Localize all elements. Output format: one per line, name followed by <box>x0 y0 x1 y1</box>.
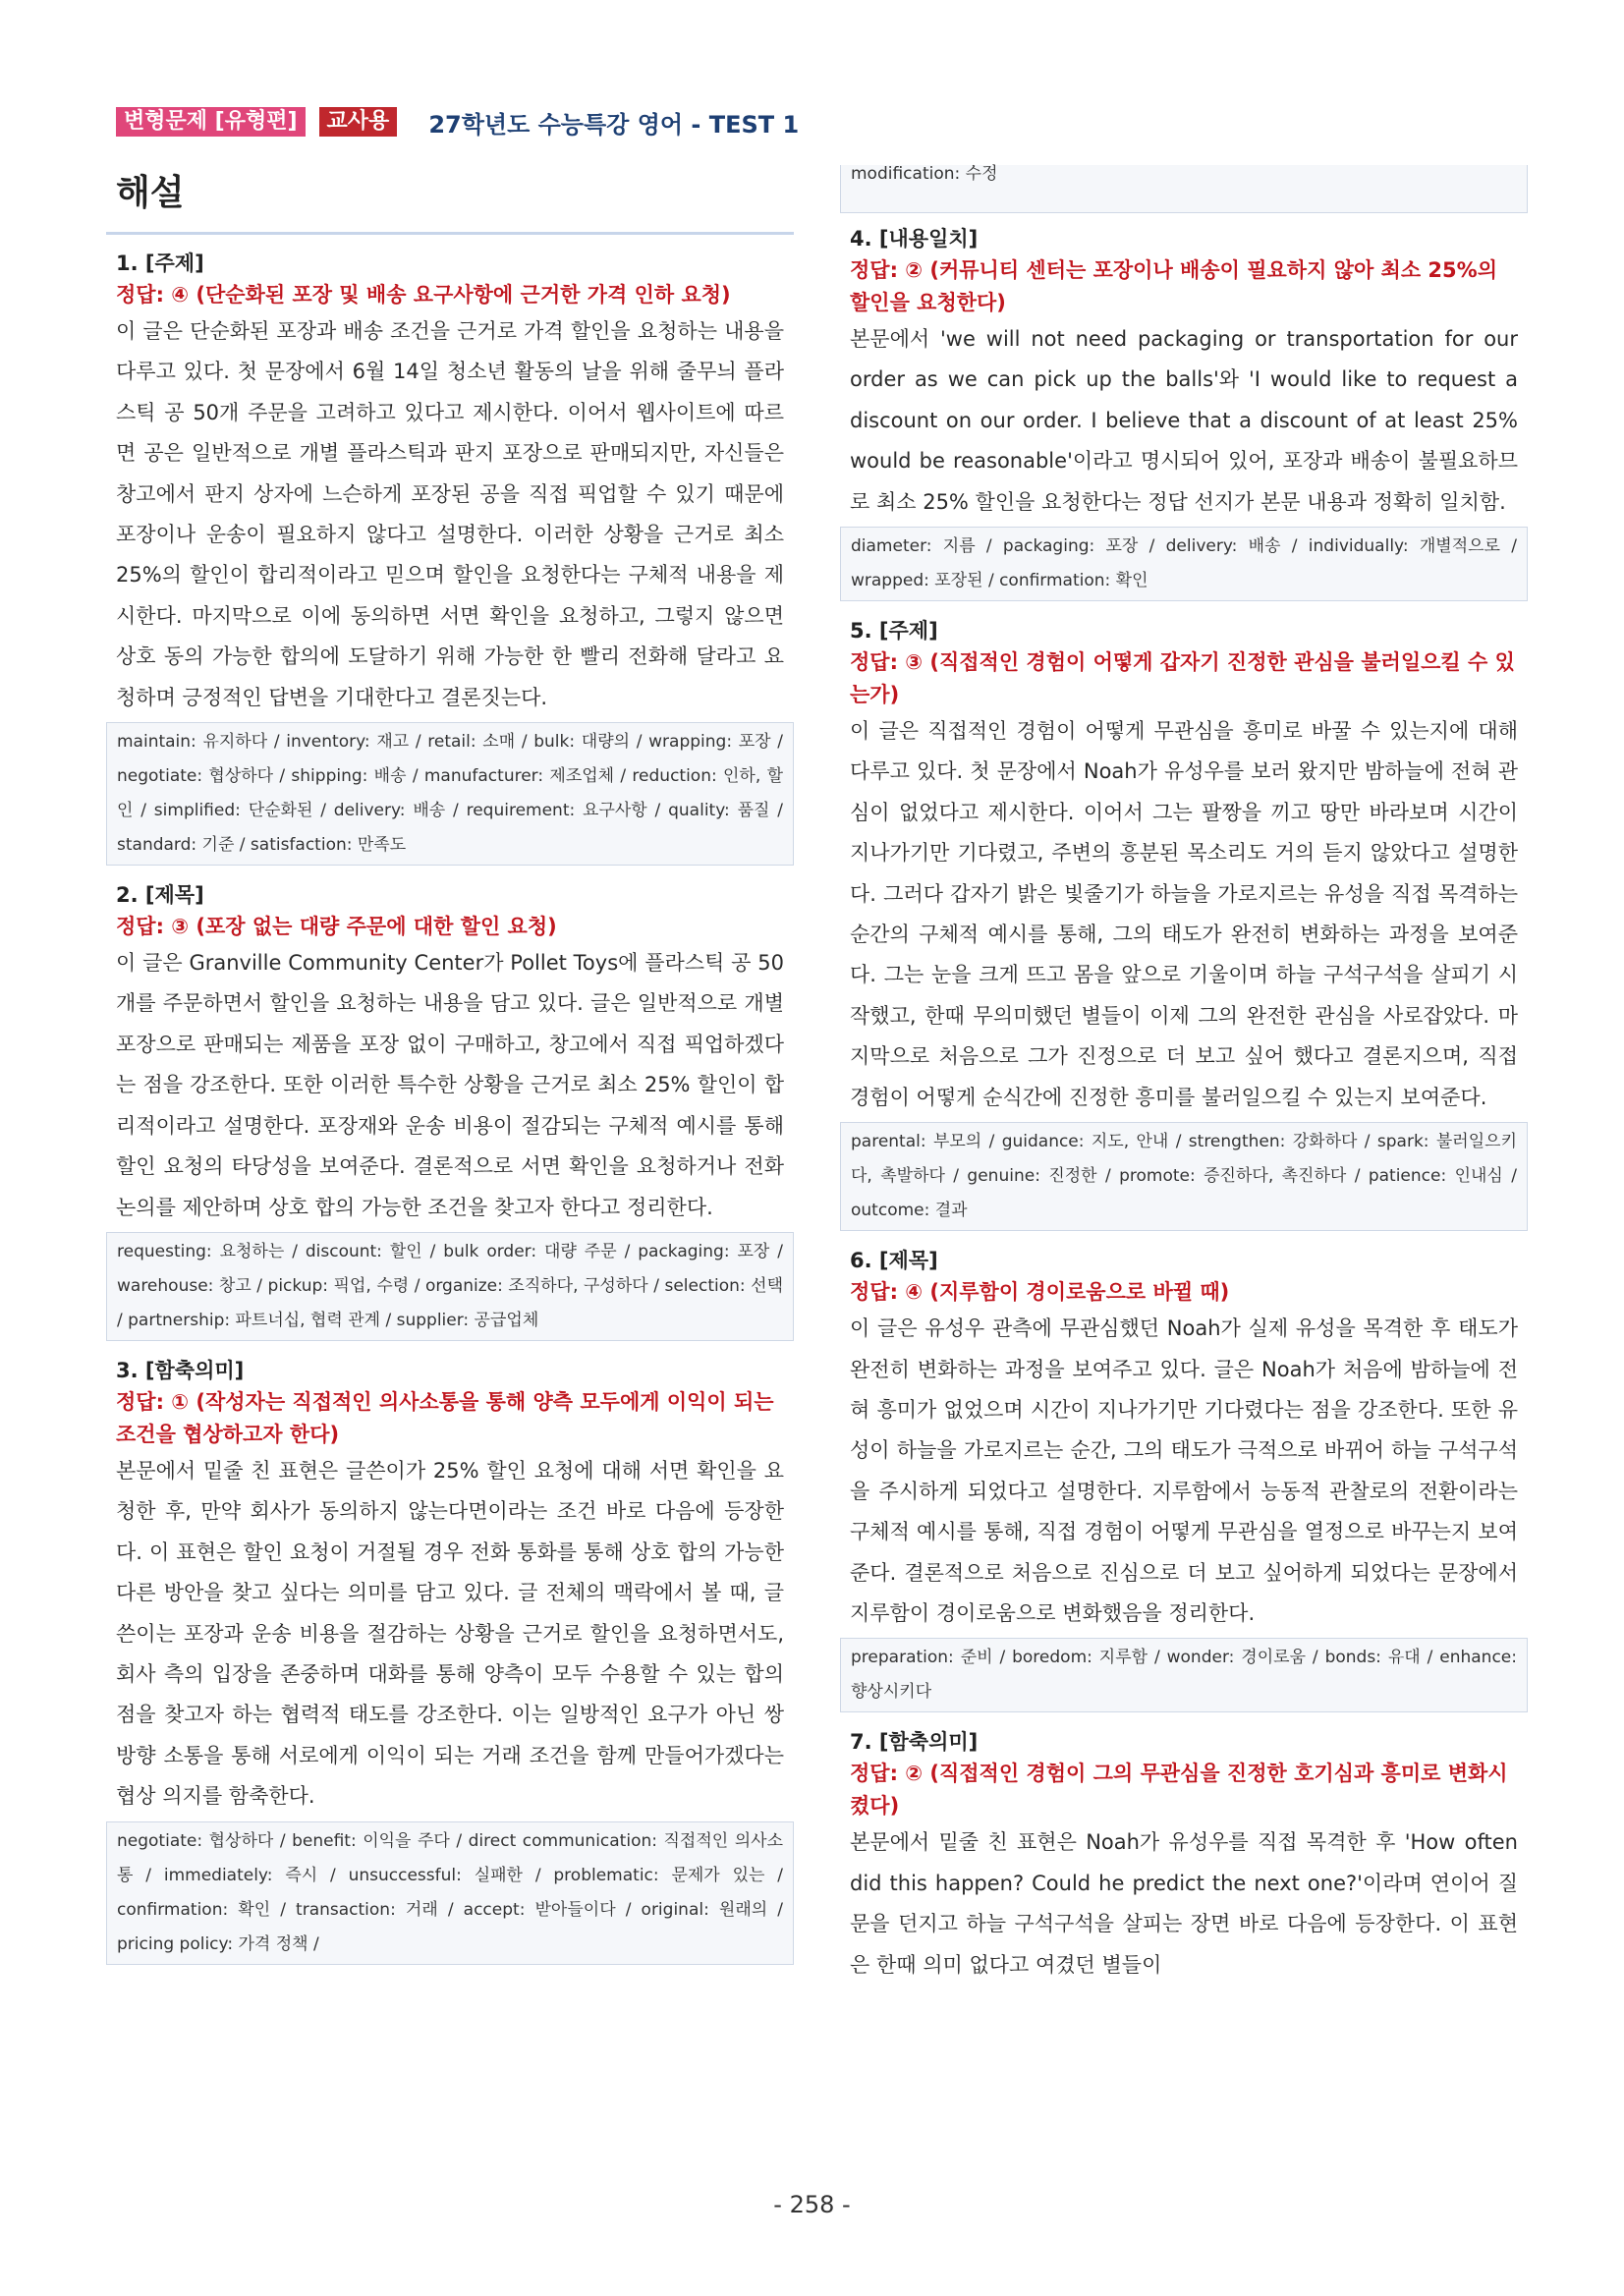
explanation-item-2 <box>106 879 794 1228</box>
header-title: 27학년도 수능특강 영어 - TEST 1 <box>428 110 800 139</box>
answer-line: 정답: ④ (지루함이 경이로움으로 바뀔 때) <box>850 1280 1230 1305</box>
question-heading: 3. [함축의미] <box>116 1358 245 1382</box>
category-tag: 변형문제 [유형편] <box>116 107 306 137</box>
question-heading: 6. [제목] <box>850 1249 938 1273</box>
question-heading: 2. [제목] <box>116 883 204 908</box>
explanation-item-7 <box>840 1726 1528 1986</box>
explanation-text: 이 글은 유성우 관측에 무관심했던 Noah가 실제 유성을 목격한 후 태도가 완전히 변화하는 과정을 보여주고 있다. 글은 Noah가 처음에 밤하늘에 전혀 흥미가 없었으며 시간이 지나가기만 기다렸다는 점을 강조한다. 또한 유성이 하늘을 가로지르는 순간, 그의 태도가 극적으로 바뀌어 하늘 구석구석을 주시하게 되었다고 설명한다. 지루함에서 능동적 관찰로의 전환이라는 구체적 예시를 통해, 직접 경험이 어떻게 무관심을 열정으로 바꾸는지 보여준다. 결론적으로 처음으로 진심으로 더 보고 싶어하게 되었다는 문장에서 지루함이 경이로움으로 변화했음을 정리한다. <box>850 1316 1518 1625</box>
explanation-text: 본문에서 밑줄 친 표현은 글쓴이가 25% 할인 요청에 대해 서면 확인을 요청한 후, 만약 회사가 동의하지 않는다면이라는 조건 바로 다음에 등장한다. 이 표현은 할인 요청이 거절될 경우 전화 통화를 통해 상호 합의 가능한 다른 방안을 찾고 싶다는 의미를 담고 있다. 글 전체의 맥락에서 볼 때, 글쓴이는 포장과 운송 비용을 절감하는 상황을 근거로 할인을 요청하면서도, 회사 측의 입장을 존중하며 대화를 통해 양측이 모두 수용할 수 있는 합의점을 찾고자 하는 협력적 태도를 강조한다. 이는 일방적인 요구가 아닌 쌍방향 소통을 통해 서로에게 이익이 되는 거래 조건을 함께 만들어가겠다는 협상 의지를 함축한다. <box>116 1458 784 1809</box>
answer-line: 정답: ④ (단순화된 포장 및 배송 요구사항에 근거한 가격 인하 요청) <box>116 283 731 307</box>
audience-tag: 교사용 <box>319 107 398 137</box>
explanation-text: 이 글은 직접적인 경험이 어떻게 무관심을 흥미로 바꿀 수 있는지에 대해 다루고 있다. 첫 문장에서 Noah가 유성우를 보러 왔지만 밤하늘에 전혀 관심이 없었다고 제시한다. 이어서 그는 팔짱을 끼고 땅만 바라보며 시간이 지나가기만 기다렸고, 주변의 흥분된 목소리도 거의 듣지 않았다고 설명한다. 그러다 갑자기 밝은 빛줄기가 하늘을 가로지르는 유성을 직접 목격하는 순간의 구체적 예시를 통해, 그의 태도가 완전히 변화하는 과정을 보여준다. 그는 눈을 크게 뜨고 몸을 앞으로 기울이며 하늘 구석구석을 살피기 시작했고, 한때 무의미했던 별들이 이제 그의 완전한 관심을 사로잡았다. 마지막으로 처음으로 그가 진정으로 더 보고 싶어 했다고 결론지으며, 직접 경험이 어떻게 순식간에 진정한 흥미를 불러일으킬 수 있는지 보여준다. <box>850 719 1518 1109</box>
answer-line: 정답: ② (직접적인 경험이 그의 무관심을 진정한 호기심과 흥미로 변화시켰다) <box>850 1762 1508 1819</box>
vocab-box: preparation: 준비 / boredom: 지루함 / wonder: 경이로움 / bonds: 유대 / enhance: 향상시키다 <box>840 1638 1528 1712</box>
explanation-item-6 <box>840 1245 1528 1634</box>
vocab-box: maintain: 유지하다 / inventory: 재고 / retail: 소매 / bulk: 대량의 / wrapping: 포장 / negotiate: 협상하다 / shipping: 배송 / manufacturer: 제조업체 / reduction: 인하, 할인 / simplified: 단순화된 / delivery: 배송 / requirement: 요구사항 / quality: 품질 / standard: 기준 / satisfaction: 만족도 <box>106 722 794 866</box>
explanation-text: 이 글은 단순화된 포장과 배송 조건을 근거로 가격 할인을 요청하는 내용을 다루고 있다. 첫 문장에서 6월 14일 청소년 활동의 날을 위해 줄무늬 플라스틱 공 50개 주문을 고려하고 있다고 제시한다. 이어서 웹사이트에 따르면 공은 일반적으로 개별 플라스틱과 판지 포장으로 판매되지만, 자신들은 창고에서 판지 상자에 느슨하게 포장된 공을 직접 픽업할 수 있기 때문에 포장이나 운송이 필요하지 않다고 설명한다. 이러한 상황을 근거로 최소 25%의 할인이 합리적이라고 믿으며 할인을 요청한다는 구체적 내용을 제시한다. 마지막으로 이에 동의하면 서면 확인을 요청하고, 그렇지 않으면 상호 동의 가능한 합의에 도달하기 위해 가능한 한 빨리 전화해 달라고 요청하며 긍정적인 답변을 기대한다고 결론짓는다. <box>116 319 784 709</box>
vocab-box: parental: 부모의 / guidance: 지도, 안내 / strengthen: 강화하다 / spark: 불러일으키다, 촉발하다 / genuine: 진정한 / promote: 증진하다, 촉진하다 / patience: 인내심 / outcome: 결과 <box>840 1122 1528 1231</box>
left-column <box>106 248 794 1979</box>
vocab-box: diameter: 지름 / packaging: 포장 / delivery: 배송 / individually: 개별적으로 / wrapped: 포장된 / confirmation: 확인 <box>840 527 1528 601</box>
vocab-box-continued: modification: 수정 <box>840 165 1528 213</box>
page-number: - 258 - <box>773 2191 851 2218</box>
explanation-text: 본문에서 밑줄 친 표현은 Noah가 유성우를 직접 목격한 후 'How often did this happen? Could he predict the next one?'이라며 연이어 질문을 던지고 하늘 구석구석을 살피는 장면 바로 다음에 등장한다. 이 표현은 한때 의미 없다고 여겼던 별들이 <box>850 1830 1518 1977</box>
page-header <box>116 106 799 138</box>
question-heading: 7. [함축의미] <box>850 1730 979 1755</box>
answer-line: 정답: ② (커뮤니티 센터는 포장이나 배송이 필요하지 않아 최소 25%의 할인을 요청한다) <box>850 258 1497 314</box>
answer-line: 정답: ① (작성자는 직접적인 의사소통을 통해 양측 모두에게 이익이 되는 조건을 협상하고자 한다) <box>116 1389 774 1446</box>
question-heading: 1. [주제] <box>116 252 204 275</box>
question-heading: 4. [내용일치] <box>850 227 979 251</box>
right-column <box>840 165 1528 1986</box>
explanation-item-3 <box>106 1355 794 1818</box>
question-heading: 5. [주제] <box>850 619 938 644</box>
explanation-item-5 <box>840 615 1528 1118</box>
explanation-text: 이 글은 Granville Community Center가 Pollet Toys에 플라스틱 공 50개를 주문하면서 할인을 요청하는 내용을 담고 있다. 글은 일반적으로 개별 포장으로 판매되는 제품을 포장 없이 구매하고, 창고에서 직접 픽업하겠다는 점을 강조한다. 또한 이러한 특수한 상황을 근거로 최소 25% 할인이 합리적이라고 설명한다. 포장재와 운송 비용이 절감되는 구체적 예시를 통해 할인 요청의 타당성을 보여준다. 결론적으로 서면 확인을 요청하거나 전화 논의를 제안하며 상호 합의 가능한 조건을 찾고자 한다고 정리한다. <box>116 951 784 1219</box>
explanation-item-4 <box>840 223 1528 523</box>
vocab-box: requesting: 요청하는 / discount: 할인 / bulk order: 대량 주문 / packaging: 포장 / warehouse: 창고 / pickup: 픽업, 수령 / organize: 조직하다, 구성하다 / selection: 선택 / partnership: 파트너십, 협력 관계 / supplier: 공급업체 <box>106 1232 794 1341</box>
explanation-text: 본문에서 'we will not need packaging or transportation for our order as we can pick up the balls'와 'I would like to request a discount on our order. I believe that a discount of at least 25% would be reasonable'이라고 명시되어 있어, 포장과 배송이 불필요하므로 최소 25% 할인을 요청한다는 정답 선지가 본문 내용과 정확히 일치함. <box>850 327 1518 514</box>
section-title: 해설 <box>116 173 185 213</box>
answer-line: 정답: ③ (직접적인 경험이 어떻게 갑자기 진정한 관심을 불러일으킬 수 있는가) <box>850 650 1515 707</box>
answer-line: 정답: ③ (포장 없는 대량 주문에 대한 할인 요청) <box>116 915 557 939</box>
vocab-box: negotiate: 협상하다 / benefit: 이익을 주다 / direct communication: 직접적인 의사소통 / immediately: 즉시 / unsuccessful: 실패한 / problematic: 문제가 있는 / confirmation: 확인 / transaction: 거래 / accept: 받아들이다 / original: 원래의 / pricing policy: 가격 정책 / <box>106 1821 794 1965</box>
explanation-item-1 <box>106 248 794 718</box>
section-divider <box>106 232 794 235</box>
